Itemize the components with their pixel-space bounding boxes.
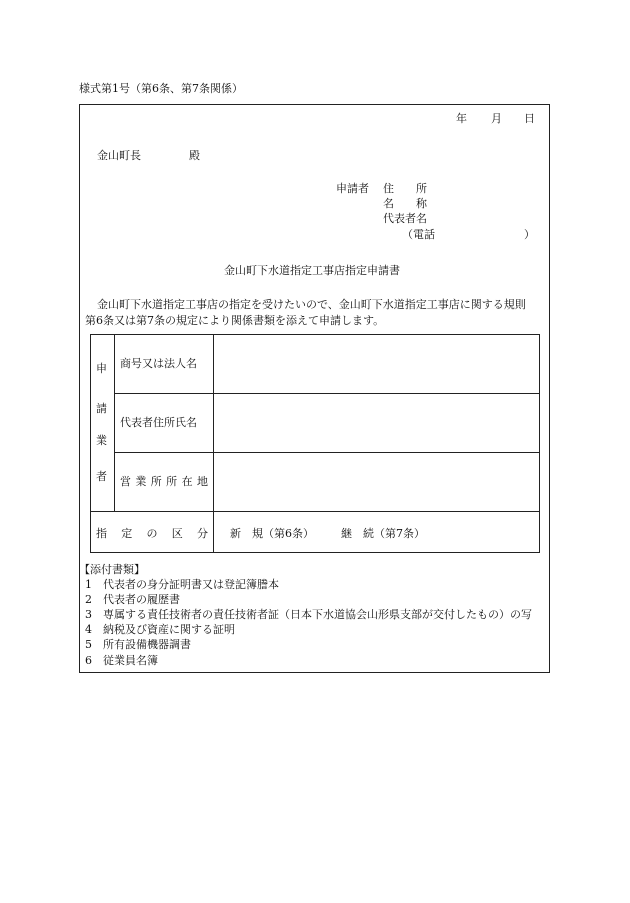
attachment-item: 3 専属する責任技術者の責任技術者証（日本下水道協会山形県支部が交付したもの）の写 <box>85 608 532 621</box>
header-char-2: 請 <box>96 402 107 415</box>
addressee-honorific: 殿 <box>189 149 200 162</box>
body-text-line2: 第6条又は第7条の規定により関係書類を添えて申請します。 <box>85 314 385 327</box>
date-year: 年 <box>456 112 467 125</box>
applicant-address-label: 住 所 <box>383 182 427 195</box>
applicant-label: 申請者 <box>336 182 369 195</box>
date-month: 月 <box>491 112 502 125</box>
attachment-item: 1 代表者の身分証明書又は登記簿謄本 <box>85 578 279 591</box>
date-day: 日 <box>524 112 535 125</box>
label-designation: 指 定 の 区 分 <box>96 527 208 540</box>
applicant-representative-label: 代表者名 <box>383 212 427 225</box>
header-char-4: 者 <box>96 470 107 483</box>
form-number: 様式第1号（第6条、第7条関係） <box>79 82 243 95</box>
option-new[interactable]: 新 規（第6条） <box>230 527 314 540</box>
attachment-item: 5 所有設備機器調書 <box>85 638 191 651</box>
attachment-item: 4 納税及び資産に関する証明 <box>85 623 235 636</box>
applicant-phone-open: （電話 <box>402 228 435 241</box>
label-office-location: 営 業 所 所 在 地 <box>120 475 208 488</box>
header-char-3: 業 <box>96 434 107 447</box>
document-title: 金山町下水道指定工事店指定申請書 <box>224 264 400 277</box>
label-company-name: 商号又は法人名 <box>120 357 197 370</box>
applicant-phone-close: ） <box>524 228 535 241</box>
attachment-item: 6 従業員名簿 <box>85 654 158 667</box>
body-text-line1: 金山町下水道指定工事店の指定を受けたいので、金山町下水道指定工事店に関する規則 <box>97 298 526 311</box>
attachment-item: 2 代表者の履歴書 <box>85 593 180 606</box>
header-char-1: 申 <box>96 362 107 375</box>
option-renewal[interactable]: 継 続（第7条） <box>341 527 425 540</box>
applicant-name-label: 名 称 <box>383 197 427 210</box>
label-representative: 代表者住所氏名 <box>120 416 197 429</box>
addressee-name: 金山町長 <box>97 149 141 162</box>
attachments-heading: 【添付書類】 <box>79 563 145 576</box>
